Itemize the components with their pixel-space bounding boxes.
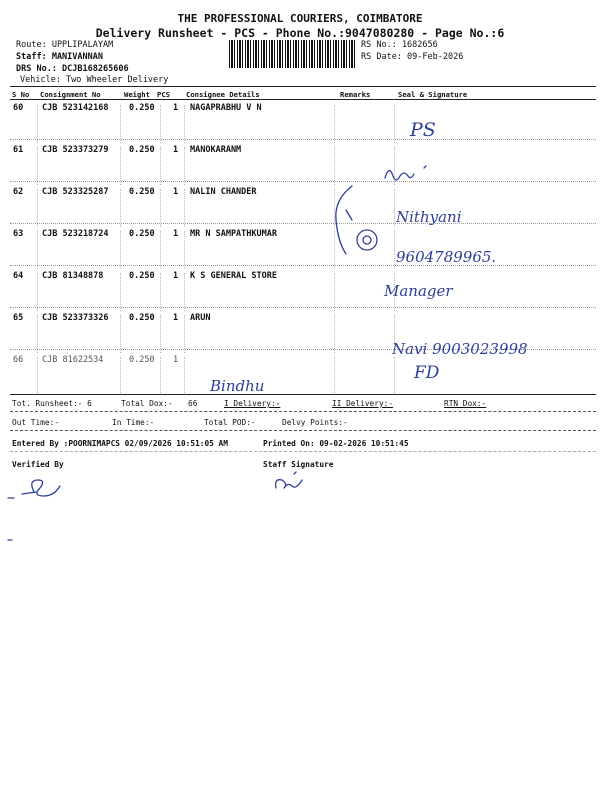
row-sno: 65 [13, 313, 24, 323]
handwritten-navi-phone: Navi 9003023998 [392, 340, 528, 358]
row-pcs: 1 [173, 355, 179, 365]
rs-date: RS Date: 09-Feb-2026 [361, 52, 464, 62]
row-pcs: 1 [173, 103, 179, 113]
handwritten-initial-61 [385, 166, 426, 180]
runsheet-title: Delivery Runsheet - PCS - Phone No.:9047080280 - Page No.:6 [95, 26, 505, 40]
drs-number: DRS No.: DCJB168265606 [16, 64, 129, 74]
row-sno: 66 [13, 355, 24, 365]
staff-label: Staff: MANIVANNAN [16, 52, 103, 62]
row-sno: 63 [13, 229, 24, 239]
margin-marks [8, 498, 14, 540]
row-consignment: CJB 523325287 [42, 187, 109, 197]
col-remarks: Remarks [340, 90, 371, 99]
delvy-points: Delvy Points:- [282, 418, 348, 427]
row-weight: 0.250 [129, 355, 155, 365]
row-consignee: MANOKARANM [190, 145, 242, 155]
handwritten-ps: PS [410, 119, 436, 141]
row-weight: 0.250 [129, 103, 155, 113]
company-name: THE PROFESSIONAL COURIERS, COIMBATORE [177, 12, 423, 25]
col-consignment: Consignment No [40, 90, 101, 99]
total-pod: Total POD:- [204, 418, 256, 427]
row-consignee: MR N SAMPATHKUMAR [190, 229, 277, 239]
row-pcs: 1 [173, 313, 179, 323]
row-weight: 0.250 [129, 313, 155, 323]
circled-mark [357, 230, 377, 250]
tot-runsheet: Tot. Runsheet:- 6 [12, 399, 92, 408]
col-seal: Seal & Signature [398, 90, 468, 99]
circled-mark-inner [363, 236, 371, 244]
staff-signature-mark [276, 472, 302, 488]
row-sno: 62 [13, 187, 24, 197]
rs-number: RS No.: 1682656 [361, 40, 438, 50]
row-consignee: NALIN CHANDER [190, 187, 257, 197]
ii-delivery: II Delivery:- [332, 399, 394, 408]
handwritten-phone-63: 9604789965. [396, 248, 497, 266]
i-delivery: I Delivery:- [224, 399, 281, 408]
row-weight: 0.250 [129, 145, 155, 155]
bracket-stroke [336, 186, 352, 254]
row-weight: 0.250 [129, 187, 155, 197]
row-pcs: 1 [173, 145, 179, 155]
row-pcs: 1 [173, 271, 179, 281]
row-consignee: ARUN [190, 313, 211, 323]
out-time: Out Time:- [12, 418, 59, 427]
vehicle-label: Vehicle: Two Wheeler Delivery [20, 75, 169, 85]
rtn-dox: RTN Dox:- [444, 399, 487, 408]
col-weight: Weight [124, 90, 150, 99]
printed-on: Printed On: 09-02-2026 10:51:45 [263, 439, 409, 448]
row-sno: 60 [13, 103, 24, 113]
col-pcs: PCS [157, 90, 170, 99]
col-sno: S No [12, 90, 30, 99]
handwritten-manager: Manager [384, 282, 453, 300]
row-pcs: 1 [173, 229, 179, 239]
row-consignment: CJB 523373279 [42, 145, 109, 155]
route-label: Route: UPPLIPALAYAM [16, 40, 114, 50]
row-sno: 64 [13, 271, 24, 281]
row-weight: 0.250 [129, 229, 155, 239]
row-weight: 0.250 [129, 271, 155, 281]
row-consignment: CJB 523142168 [42, 103, 109, 113]
handwritten-fd: FD [414, 363, 440, 383]
row-consignment: CJB 81348878 [42, 271, 104, 281]
row-sno: 61 [13, 145, 24, 155]
row-pcs: 1 [173, 187, 179, 197]
col-consignee: Consignee Details [186, 90, 260, 99]
handwritten-name-63: Nithyani [396, 208, 462, 226]
verified-by-label: Verified By [12, 460, 64, 469]
row-consignment: CJB 81622534 [42, 355, 104, 365]
total-dox-value: 66 [188, 399, 198, 408]
row-consignment: CJB 523373326 [42, 313, 109, 323]
verified-signature [22, 480, 60, 496]
row-consignee: NAGAPRABHU V N [190, 103, 262, 113]
row-consignment: CJB 523218724 [42, 229, 109, 239]
in-time: In Time:- [112, 418, 155, 427]
entered-by: Entered By :POORNIMAPCS 02/09/2026 10:51:05 AM [12, 439, 228, 448]
staff-signature-label: Staff Signature [263, 460, 334, 469]
handwritten-bindhu: Bindhu [210, 377, 265, 395]
total-dox-label: Total Dox:- [121, 399, 173, 408]
row-consignee: K S GENERAL STORE [190, 271, 277, 281]
